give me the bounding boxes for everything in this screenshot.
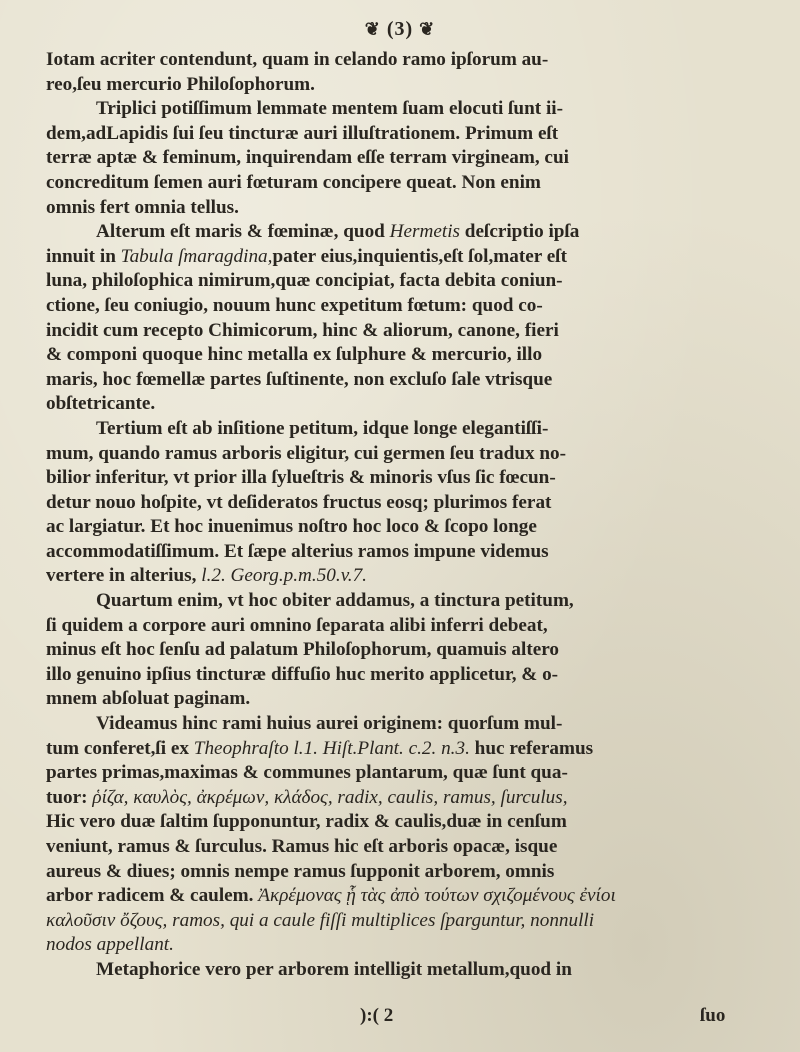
text-line: bilior inferitur, vt prior illa ſylueſtris & minoris vſus ſic fœcun- — [46, 467, 556, 489]
text-line: concreditum ſemen auri fœturam concipere queat. Non enim — [46, 171, 541, 193]
italic-text: καλοῦσιν ὄζους, ramos, qui a caule fiſſi multiplices ſparguntur, nonnulli — [46, 909, 595, 931]
text-line — [46, 737, 766, 762]
text-line: veniunt, ramus & ſurculus. Ramus hic eſt arboris opacæ, isque — [46, 836, 558, 857]
text-segment: pater eius,inquientis,eſt ſol,mater eſt — [272, 245, 567, 267]
text-segment: deſcriptio ipſa — [460, 221, 580, 243]
text-segment: innuit in — [46, 245, 121, 267]
body-text — [46, 48, 766, 983]
italic-text: Ἀκρέμονας ᾗ τὰς ἀπὸ τούτων σχιζομένους ἐνίοι — [258, 885, 616, 907]
text-segment: tuor: — [46, 786, 93, 808]
page-header — [0, 18, 800, 41]
text-line: Hic vero duæ ſaltim ſupponuntur, radix & caulis,duæ in cenſum — [46, 811, 567, 833]
text-line: detur nouo hoſpite, vt deſideratos fructus eosq; plurimos ferat — [46, 491, 552, 513]
text-line — [46, 786, 766, 811]
text-line: ac largiatur. Et hoc inuenimus noſtro hoc loco & ſcopo longe — [46, 516, 537, 538]
text-line: Triplici potiſſimum lemmate mentem ſuam elocuti ſunt ii- — [96, 98, 564, 120]
italic-text: Theophraſto l.1. Hiſt.Plant. c.2. n.3. — [193, 737, 470, 759]
signature-mark: ):( 2 — [360, 1005, 394, 1026]
text-line — [46, 245, 766, 270]
text-line: obſtetricante. — [46, 393, 156, 415]
italic-text: Tabula ſmaragdina, — [120, 245, 273, 267]
text-line: illo genuino ipſius tincturæ diffuſio huc merito applicetur, & o- — [46, 663, 559, 685]
page-footer — [0, 1005, 800, 1031]
text-line — [46, 909, 766, 934]
text-segment: tum conferet,ſi ex — [46, 737, 194, 759]
text-line: accommodatiſſimum. Et ſæpe alterius ramos impune videmus — [46, 540, 549, 562]
text-line: mnem abſoluat paginam. — [46, 688, 251, 710]
ornament-left-icon: ❦ — [364, 19, 381, 39]
text-line — [46, 933, 766, 958]
text-line: Quartum enim, vt hoc obiter addamus, a tinctura petitum, — [96, 590, 574, 612]
text-line: dem,adLapidis ſui ſeu tincturæ auri illuſtrationem. Primum eſt — [46, 122, 559, 144]
text-segment: arbor radicem & caulem. — [46, 885, 259, 907]
text-line: Metaphorice vero per arborem intelligit metallum,quod in — [96, 958, 572, 980]
text-line: luna, philoſophica nimirum,quæ concipiat, facta debita coniun- — [46, 270, 563, 292]
italic-text: ῥίζα, καυλὸς, ἀκρέμων, κλάδος, radix, caulis, ramus, ſurculus, — [92, 786, 568, 808]
italic-text: Hermetis — [389, 221, 460, 243]
text-line: Iotam acriter contendunt, quam in celando ramo ipſorum au- — [46, 49, 549, 70]
italic-text: nodos appellant. — [46, 934, 174, 956]
text-line — [46, 564, 766, 589]
text-line: aureus & diues; omnis nempe ramus ſupponit arborem, omnis — [46, 860, 555, 882]
ornament-right-icon: ❦ — [419, 19, 436, 39]
text-line: mum, quando ramus arboris eligitur, cui germen ſeu tradux no- — [46, 442, 567, 464]
text-line: omnis fert omnia tellus. — [46, 196, 239, 218]
text-line: & componi quoque hinc metalla ex ſulphure & mercurio, illo — [46, 344, 543, 366]
text-line: Videamus hinc rami huius aurei originem: quorſum mul- — [96, 713, 563, 735]
text-segment: huc referamus — [469, 737, 594, 759]
text-line — [46, 220, 766, 245]
text-line: minus eſt hoc ſenſu ad palatum Philoſophorum, quamuis altero — [46, 639, 559, 661]
text-line: partes primas,maximas & communes plantarum, quæ ſunt qua- — [46, 762, 568, 784]
italic-text: l.2. Georg.p.m.50.v.7. — [201, 565, 367, 587]
text-segment: Alterum eſt maris & fœminæ, quod — [96, 221, 390, 243]
text-line: reo,ſeu mercurio Philoſophorum. — [46, 73, 315, 95]
text-line: maris, hoc fœmellæ partes ſuſtinente, non excluſo ſale vtrisque — [46, 368, 553, 390]
text-line: ſi quidem a corpore auri omnino ſeparata alibi inferri debeat, — [46, 614, 548, 636]
text-line: incidit cum recepto Chimicorum, hinc & aliorum, canone, fieri — [46, 319, 559, 341]
text-line: ctione, ſeu coniugio, nouum hunc expetitum fœtum: quod co- — [46, 294, 543, 316]
text-line: terræ aptæ & feminum, inquirendam eſſe terram virgineam, cui — [46, 147, 569, 169]
text-segment: vertere in alterius, — [46, 565, 202, 587]
page-number: (3) — [386, 18, 414, 40]
text-line: Tertium eſt ab inſitione petitum, idque longe elegantiſſi- — [96, 417, 549, 439]
text-line — [46, 884, 766, 909]
catchword: ſuo — [700, 1005, 726, 1026]
